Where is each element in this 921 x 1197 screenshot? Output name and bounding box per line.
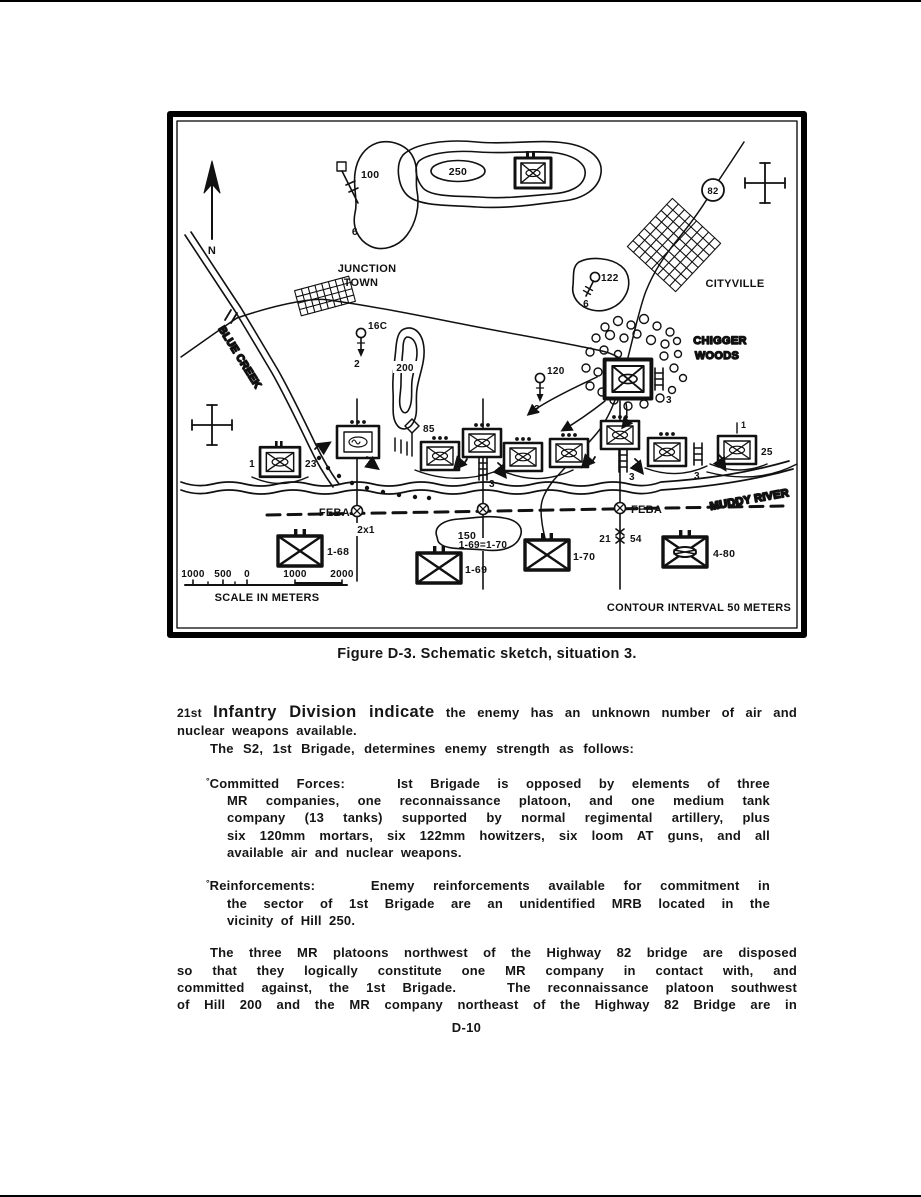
hill-250 [398,141,601,207]
paragraph-3-line-3: committed against, the 1st Brigade. The reconnaissance platoon southwest [177,979,797,995]
bullet-marker: ° [206,878,210,889]
battalion-1-68 [278,529,349,566]
division-right-label: 54 [630,534,642,545]
enemy-mr-platoon [550,433,588,467]
junction-town-label: TOWN [343,277,379,289]
scale-label: SCALE IN METERS [214,592,320,604]
situation-map [167,111,807,638]
hill-100-count: 6 [351,226,359,238]
bullet-committed-forces [206,773,770,861]
bridge-label: 3 [666,395,672,406]
battalion-1-70 [525,533,595,570]
bullet-1-line-5: available air and nuclear weapons. [227,845,462,861]
enemy-battalion-symbol [515,151,551,188]
unit-a-right-label: 23 [305,459,317,470]
battalion-4-80-label: 4-80 [713,548,736,560]
enemy-unit-a [249,441,317,477]
p1-seg-2: Infantry Division indicate [213,703,435,721]
hill-150-label: 150 [457,530,477,542]
hill-85-label: 85 [423,424,435,435]
mortar-120-count: 2 [534,404,540,415]
blue-creek-label: BLUE CREEK [215,324,264,391]
battalion-1-68-label: 1-68 [327,546,350,558]
paragraph-1-line-1 [177,704,797,722]
feba-label: FEBA [318,507,350,519]
cityville-town [627,198,764,291]
north-arrow-icon [204,161,220,257]
bullet-reinforcements [206,875,770,929]
unit-i-right-label: 25 [761,447,773,458]
bullet-1-line-1: °Committed Forces: Ist Brigade is opposed by elements of three [206,775,770,791]
enemy-mr-platoon [648,432,702,482]
enemy-mr-platoon [463,423,501,490]
bullet-2-line-3: vicinity of Hill 250. [227,912,356,928]
contour-interval-note: CONTOUR INTERVAL 50 METERS [606,602,792,614]
grid-cross-icon [192,405,232,445]
hill-100 [337,142,418,249]
hill-250-label: 250 [448,166,468,178]
p1-seg-1: 21st [177,706,202,720]
mortar-16c-count: 2 [354,359,360,370]
paragraph-3-line-4: of Hill 200 and the MR company northeast of the Highway 82 Bridge are in [177,997,797,1013]
enemy-unit-i [718,420,773,464]
muddy-river-label: MUDDY RIVER [708,487,790,513]
paragraph-3-line-1: The three MR platoons northwest of the Highway 82 bridge are disposed [210,945,797,961]
feba-line [267,504,783,519]
junction-town-label: JUNCTION [337,263,397,275]
enemy-company-symbol [605,360,672,407]
north-label: N [207,245,217,257]
grid-cross-icon [745,163,785,203]
hill-122 [573,259,629,311]
scan-artifact-top [0,0,921,2]
bridge-label: 3 [694,471,700,482]
bullet-2-line-2: the sector of 1st Brigade are an unidentified MRB located in the [227,895,770,911]
scale-tick: 0 [244,569,250,580]
bullet-1-line-3: company (13 tanks) supported by normal regimental artillery, plus [227,810,770,826]
bullet-marker: ° [206,775,210,786]
bullet-1-line-4: six 120mm mortars, six 122mm howitzers, six loom AT guns, and all [227,827,770,843]
hill-100-label: 100 [361,169,380,181]
paragraph-1-line-2: nuclear weapons available. [177,723,357,739]
battalion-1-69 [417,546,487,583]
mortar-120-label: 120 [547,366,565,377]
enemy-recon-platoon [337,420,379,458]
page-number: D-10 [451,1020,482,1035]
bridge-label: 3 [629,472,635,483]
scale-bar [181,569,354,604]
enemy-positions [249,377,797,500]
scale-tick: 2000 [330,569,354,580]
mortar-16c-label: 16C [368,321,388,332]
battalion-1-69-label: 1-69 [465,564,488,576]
unit-a-left-label: 1 [249,459,255,470]
boundary-2x1-label: 2x1 [357,525,375,536]
chigger-woods-label: CHIGGER [693,335,747,347]
scale-tick: 1000 [181,569,205,580]
paragraph-3 [177,944,797,1013]
route-82-marker [702,179,724,201]
unit-i-top-label: 1 [741,420,747,430]
paragraph-3-line-2: so that they logically constitute one MR company in contact with, and [177,962,797,978]
enemy-mr-platoon [504,437,542,471]
route-82-label: 82 [707,186,719,197]
battalion-1-70-label: 1-70 [573,551,596,563]
situation-map-figure [167,111,807,638]
battalion-4-80 [663,530,735,567]
enemy-mr-platoon [421,436,459,470]
bridge-label: 3 [489,479,495,490]
hill-200-label: 200 [396,363,414,374]
division-left-label: 21 [599,534,611,545]
paragraph-2: The S2, 1st Brigade, determines enemy strength as follows: [210,740,635,756]
figure-caption: Figure D-3. Schematic sketch, situation 3. [337,646,637,662]
scale-tick: 500 [214,569,232,580]
mortar-position-16c [354,321,387,370]
bullet-2-line-1: °Reinforcements: Enemy reinforcements available for commitment in [206,878,770,894]
hill-122-count: 6 [583,299,589,310]
chigger-woods [582,315,747,411]
chigger-woods-label: WOODS [694,350,740,362]
hill-200 [393,328,424,429]
scale-tick: 1000 [283,569,307,580]
hill-122-label: 122 [601,273,619,284]
body-text [177,704,797,1013]
bullet-1-line-2: MR companies, one reconnaissance platoon, and one medium tank [227,793,770,809]
p1-seg-3: the enemy has an unknown number of air and [445,705,797,720]
feba-label: FEBA [631,504,663,516]
boundary-69-70-label: 1-69=1-70 [458,540,508,551]
cityville-label: CITYVILLE [705,278,765,290]
